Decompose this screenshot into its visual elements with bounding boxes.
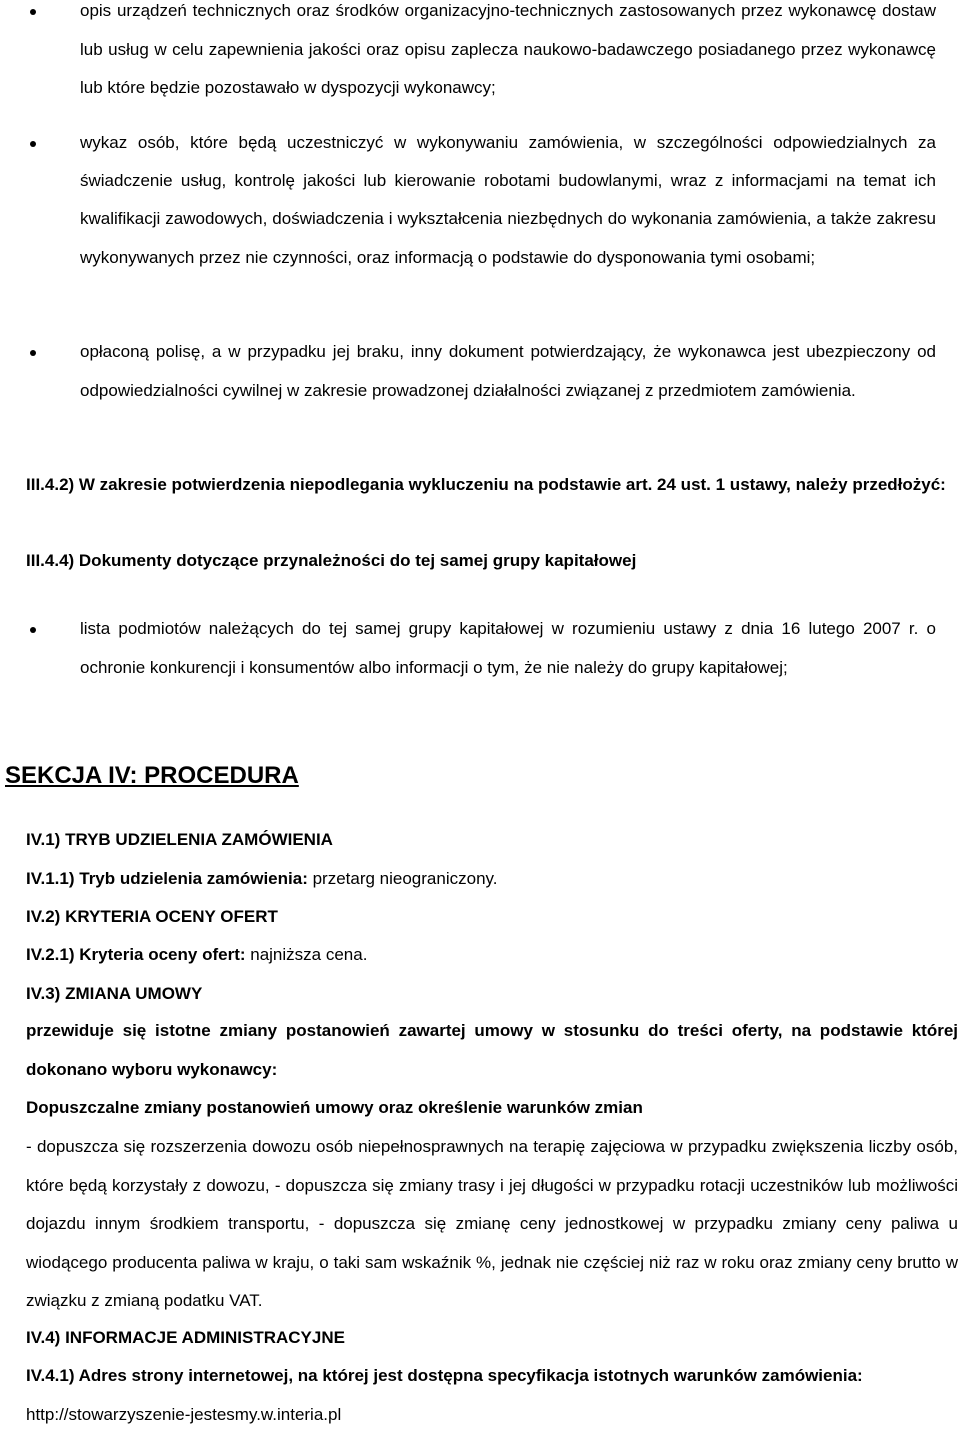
bullet-icon — [30, 141, 36, 147]
bullet-text: opłaconą polisę, a w przypadku jej braku, inny dokument potwierdzający, że wykonawca jest ubezpieczony od odpowiedzialności cywilnej w zakresie prowadzonej działalności związanej z przedmiotem zamówienia. — [80, 342, 936, 400]
iv-3-subheading: Dopuszczalne zmiany postanowień umowy oraz określenie warunków zmian — [26, 1098, 643, 1117]
heading-iv-3: IV.3) ZMIANA UMOWY — [26, 984, 203, 1003]
section-title: SEKCJA IV: PROCEDURA — [5, 762, 299, 789]
iv-4-1 — [26, 1357, 926, 1434]
bullet-text: wykaz osób, które będą uczestniczyć w wykonywaniu zamówienia, w szczególności odpowiedzialnych za świadczenie usług, kontrolę jakości lub kierowanie robotami budowlanymi, wraz z informacjami na temat ich kwalifikacji zawodowych, doświadczenia i wykształcenia niezbędnych do wykonania zamówienia, a także zakresu wykonywanych przez nie czynności, oraz informacją o podstawie do dysponowania tymi osobami; — [80, 133, 936, 267]
iv-1-1-value: przetarg nieograniczony. — [307, 869, 498, 888]
bullet-item-personnel — [0, 124, 936, 277]
iv-4-1-label: IV.4.1) Adres strony internetowej, na której jest dostępna specyfikacja istotnych warunków zamówienia: — [26, 1366, 863, 1385]
bullet-text: lista podmiotów należących do tej samej grupy kapitałowej w rozumieniu ustawy z dnia 16 lutego 2007 r. o ochronie konkurencji i konsumentów albo informacji o tym, że nie należy do grupy kapitałowej; — [80, 619, 936, 677]
heading-iv-1: IV.1) TRYB UDZIELENIA ZAMÓWIENIA — [26, 830, 333, 849]
bullet-item-capital-group — [0, 610, 936, 687]
iv-1-1-label: IV.1.1) Tryb udzielenia zamówienia: — [26, 869, 308, 888]
bullet-text: opis urządzeń technicznych oraz środków organizacyjno-technicznych zastosowanych przez wykonawcę dostaw lub usług w celu zapewnienia jakości oraz opisu zaplecza naukowo-badawczego posiadanego przez wykonawcę lub które będzie pozostawało w dyspozycji wykonawcy; — [80, 1, 936, 97]
iv-2-1-line — [26, 944, 367, 966]
iv-2-1-value: najniższa cena. — [245, 945, 368, 964]
iv-4-1-url: http://stowarzyszenie-jestesmy.w.interia.pl — [26, 1404, 342, 1424]
bullet-icon — [30, 9, 36, 15]
bullet-icon — [30, 350, 36, 356]
bullet-item-equipment — [0, 0, 936, 108]
heading-iv-2: IV.2) KRYTERIA OCENY OFERT — [26, 907, 278, 926]
heading-iii-4-2: III.4.2) W zakresie potwierdzenia niepodlegania wykluczeniu na podstawie art. 24 ust. 1 ustawy, należy przedłożyć: — [26, 475, 946, 494]
iv-1-1-line — [26, 868, 497, 890]
bullet-icon — [30, 627, 36, 633]
iv-2-1-label: IV.2.1) Kryteria oceny ofert: — [26, 945, 246, 964]
bullet-item-insurance — [0, 333, 936, 410]
iv-3-description: - dopuszcza się rozszerzenia dowozu osób niepełnosprawnych na terapię zajęciowa w przypadku zwiększenia liczby osób, które będą korzystały z dowozu, - dopuszcza się zmiany trasy i jej długości w przypadku rotacji uczestników lub możliwości dojazdu innym środkiem transportu, - dopuszcza się zmianę ceny jednostkowej w przypadku zmiany ceny paliwa u wiodącego producenta paliwa w kraju, o taki sam wskaźnik %, jednak nie częściej niż raz w roku oraz zmiany ceny brutto w związku z zmianą podatku VAT. — [26, 1137, 958, 1310]
heading-iii-4-4: III.4.4) Dokumenty dotyczące przynależności do tej samej grupy kapitałowej — [26, 551, 637, 570]
heading-iv-4: IV.4) INFORMACJE ADMINISTRACYJNE — [26, 1328, 345, 1347]
iv-3-text: przewiduje się istotne zmiany postanowień zawartej umowy w stosunku do treści oferty, na podstawie której dokonano wyboru wykonawcy: — [26, 1021, 958, 1079]
